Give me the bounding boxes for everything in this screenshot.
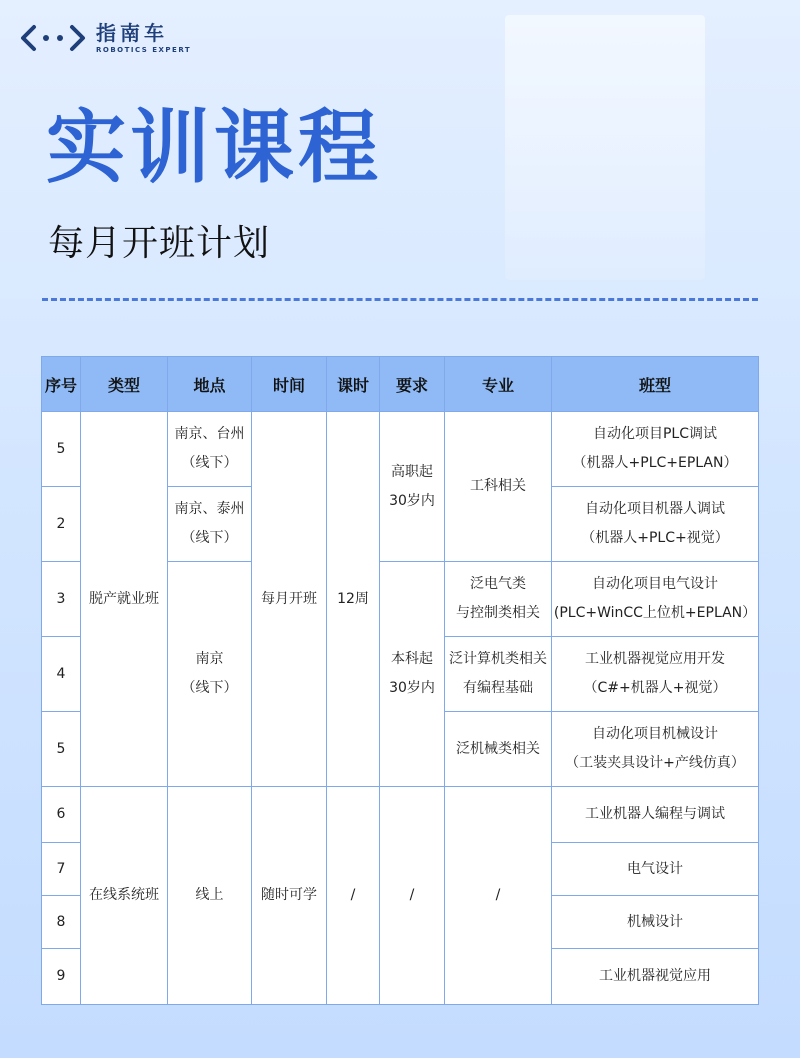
column-header-no: 序号	[42, 357, 81, 412]
class-detail: （C#+机器人+视觉）	[583, 680, 727, 696]
major-cell: 工科相关	[445, 412, 552, 562]
row-number: 7	[42, 843, 81, 896]
brand-logo	[20, 22, 191, 54]
type-cell-offline: 脱产就业班	[81, 412, 168, 787]
row-number: 3	[42, 562, 81, 637]
class-name: 自动化项目机器人调试	[585, 501, 725, 517]
column-header-requirement: 要求	[380, 357, 445, 412]
hours-cell-online: /	[327, 787, 380, 1005]
major-line: 泛电气类	[470, 576, 526, 592]
brand-tagline: ROBOTICS EXPERT	[96, 46, 192, 54]
location-line: 南京、台州	[174, 426, 245, 442]
hours-cell-offline: 12周	[327, 412, 380, 787]
class-name: 自动化项目机械设计	[592, 726, 718, 742]
class-name: 自动化项目PLC调试	[592, 426, 718, 442]
page-title: 实训课程	[46, 101, 382, 194]
column-header-type: 类型	[81, 357, 168, 412]
brand-name: 指南车	[96, 21, 168, 45]
major-cell-online: /	[445, 787, 552, 1005]
major-line: 有编程基础	[463, 680, 533, 696]
column-header-time: 时间	[252, 357, 327, 412]
column-header-location: 地点	[168, 357, 252, 412]
requirement-line: 30岁内	[389, 492, 435, 509]
class-name: 工业机器视觉应用开发	[585, 651, 725, 667]
table-row	[42, 787, 759, 843]
class-detail: （机器人+PLC+视觉）	[581, 530, 729, 546]
location-line: （线下）	[181, 455, 238, 471]
location-cell	[168, 412, 252, 487]
major-line: 与控制类相关	[456, 605, 540, 621]
location-line: （线下）	[181, 680, 238, 696]
type-cell-online: 在线系统班	[81, 787, 168, 1005]
class-cell: 工业机器人编程与调试	[552, 787, 759, 843]
class-cell	[552, 487, 759, 562]
class-detail: （工装夹具设计+产线仿真）	[565, 755, 745, 771]
table-header-row	[42, 357, 759, 412]
major-cell	[445, 637, 552, 712]
time-cell-online: 随时可学	[252, 787, 327, 1005]
course-schedule-table	[41, 356, 759, 1005]
class-cell: 工业机器视觉应用	[552, 949, 759, 1005]
major-cell	[445, 562, 552, 637]
chevron-dots-logo-icon	[20, 22, 86, 54]
column-header-major: 专业	[445, 357, 552, 412]
requirement-cell	[380, 412, 445, 562]
major-cell: 泛机械类相关	[445, 712, 552, 787]
row-number: 4	[42, 637, 81, 712]
requirement-cell-online: /	[380, 787, 445, 1005]
class-cell: 机械设计	[552, 896, 759, 949]
column-header-class: 班型	[552, 357, 759, 412]
class-cell: 电气设计	[552, 843, 759, 896]
location-cell	[168, 487, 252, 562]
class-cell	[552, 637, 759, 712]
row-number: 2	[42, 487, 81, 562]
row-number: 5	[42, 712, 81, 787]
row-number: 6	[42, 787, 81, 843]
requirement-cell	[380, 562, 445, 787]
location-line: （线下）	[181, 530, 238, 546]
requirement-line: 本科起	[391, 651, 433, 667]
location-cell-online: 线上	[168, 787, 252, 1005]
location-cell	[168, 562, 252, 787]
location-line: 南京、泰州	[174, 501, 245, 517]
major-line: 泛计算机类相关	[449, 651, 547, 667]
row-number: 8	[42, 896, 81, 949]
requirement-line: 高职起	[391, 463, 433, 480]
decorative-panel	[505, 15, 705, 280]
row-number: 5	[42, 412, 81, 487]
table-row	[42, 412, 759, 487]
column-header-hours: 课时	[327, 357, 380, 412]
class-name: 自动化项目电气设计	[592, 576, 718, 592]
class-cell	[552, 562, 759, 637]
requirement-line: 30岁内	[389, 680, 435, 696]
dashed-divider	[42, 298, 758, 301]
class-cell	[552, 712, 759, 787]
class-detail: （机器人+PLC+EPLAN）	[572, 455, 738, 471]
time-cell-offline: 每月开班	[252, 412, 327, 787]
class-detail: (PLC+WinCC上位机+EPLAN）	[553, 605, 757, 621]
class-cell	[552, 412, 759, 487]
row-number: 9	[42, 949, 81, 1005]
location-line: 南京	[195, 651, 224, 667]
page-subtitle: 每月开班计划	[48, 223, 271, 264]
